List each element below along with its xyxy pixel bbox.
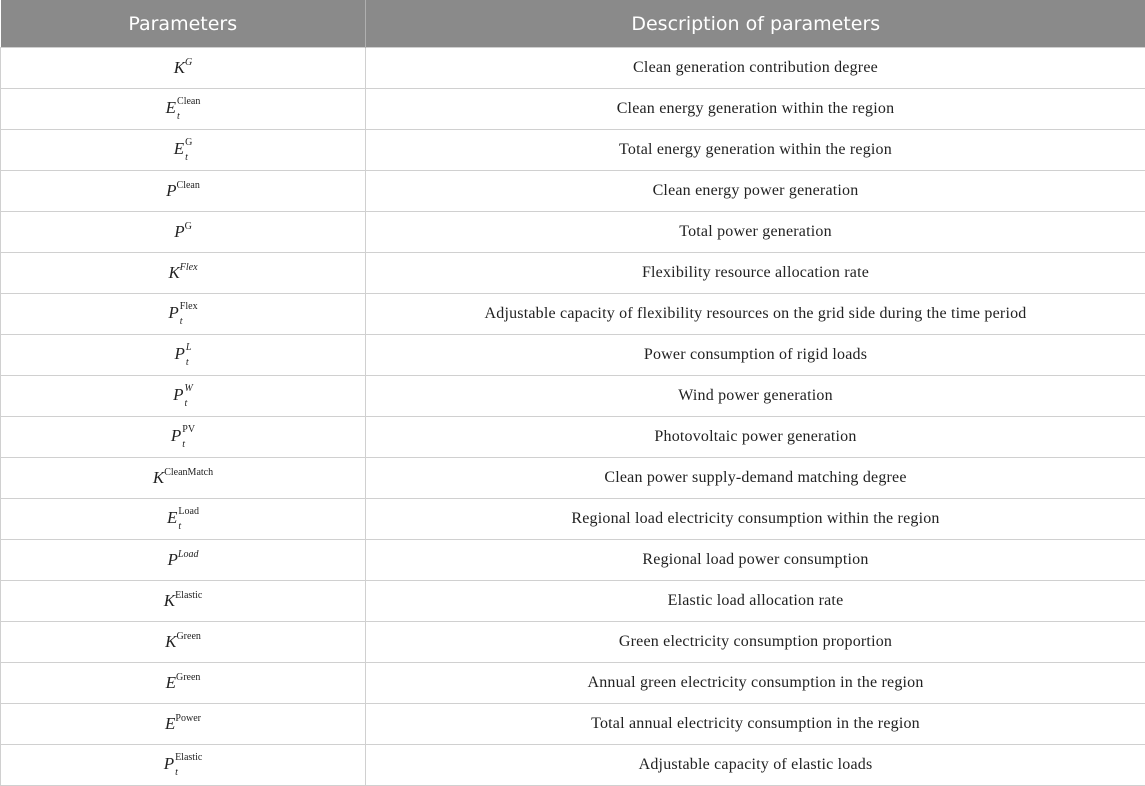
parameter-description: Wind power generation <box>366 376 1145 417</box>
symbol-base: E <box>167 508 177 527</box>
math-symbol <box>167 508 199 529</box>
symbol-subscript: t <box>177 112 200 122</box>
math-symbol <box>173 385 193 406</box>
symbol-base: K <box>168 263 179 282</box>
table-row <box>1 89 1145 130</box>
table-row <box>1 622 1145 663</box>
symbol-base: P <box>175 344 185 363</box>
parameter-symbol <box>1 89 366 130</box>
parameter-symbol <box>1 663 366 704</box>
parameter-description: Flexibility resource allocation rate <box>366 253 1145 294</box>
header-row <box>1 0 1145 48</box>
symbol-superscript: Power <box>175 713 201 724</box>
symbol-base: E <box>166 98 176 117</box>
symbol-superscript: Clean <box>177 97 200 107</box>
math-symbol <box>166 98 201 119</box>
symbol-superscript: Elastic <box>175 753 202 763</box>
table-row <box>1 253 1145 294</box>
symbol-scripts <box>178 510 199 530</box>
parameter-description: Adjustable capacity of elastic loads <box>366 745 1145 786</box>
header-description: Description of parameters <box>366 0 1145 48</box>
math-symbol <box>168 263 197 283</box>
parameter-description: Regional load electricity consumption within the region <box>366 499 1145 540</box>
symbol-base: K <box>164 591 175 610</box>
math-symbol <box>166 181 200 201</box>
symbol-scripts <box>185 387 193 407</box>
parameter-symbol <box>1 376 366 417</box>
symbol-base: P <box>168 550 178 569</box>
table-row <box>1 48 1145 89</box>
math-symbol <box>166 673 201 693</box>
symbol-superscript: L <box>186 343 192 353</box>
symbol-superscript: Green <box>176 631 200 642</box>
table-row <box>1 458 1145 499</box>
table-row <box>1 745 1145 786</box>
symbol-superscript: PV <box>182 425 195 435</box>
symbol-subscript: t <box>175 768 202 778</box>
symbol-scripts <box>186 346 192 366</box>
parameter-symbol <box>1 130 366 171</box>
symbol-superscript: G <box>185 138 192 148</box>
parameter-description: Total power generation <box>366 212 1145 253</box>
parameter-description: Clean energy power generation <box>366 171 1145 212</box>
table-row <box>1 335 1145 376</box>
table-row <box>1 294 1145 335</box>
table-row <box>1 663 1145 704</box>
symbol-base: K <box>153 468 164 487</box>
parameter-symbol <box>1 499 366 540</box>
parameter-description: Regional load power consumption <box>366 540 1145 581</box>
symbol-base: P <box>164 754 174 773</box>
symbol-scripts <box>180 305 198 325</box>
parameter-symbol <box>1 581 366 622</box>
symbol-superscript: Elastic <box>175 590 202 601</box>
symbol-base: P <box>168 303 178 322</box>
symbol-subscript: t <box>185 399 193 409</box>
parameter-symbol <box>1 745 366 786</box>
symbol-superscript: G <box>185 221 192 232</box>
parameter-symbol <box>1 622 366 663</box>
symbol-base: K <box>174 58 185 77</box>
symbol-base: P <box>173 385 183 404</box>
symbol-base: P <box>174 222 184 241</box>
math-symbol <box>165 714 201 734</box>
table-row <box>1 212 1145 253</box>
parameter-description: Clean generation contribution degree <box>366 48 1145 89</box>
symbol-scripts <box>177 100 200 120</box>
parameter-symbol <box>1 417 366 458</box>
parameter-symbol <box>1 540 366 581</box>
symbol-base: E <box>166 673 176 692</box>
parameter-description: Photovoltaic power generation <box>366 417 1145 458</box>
parameter-symbol <box>1 171 366 212</box>
math-symbol <box>164 754 203 775</box>
symbol-base: E <box>165 714 175 733</box>
parameter-description: Clean power supply-demand matching degree <box>366 458 1145 499</box>
math-symbol <box>164 591 203 611</box>
parameter-description: Total energy generation within the region <box>366 130 1145 171</box>
parameter-description: Green electricity consumption proportion <box>366 622 1145 663</box>
symbol-scripts <box>175 756 202 776</box>
symbol-superscript: W <box>185 384 193 394</box>
table-row <box>1 704 1145 745</box>
symbol-base: P <box>171 426 181 445</box>
table-row <box>1 499 1145 540</box>
parameter-description: Clean energy generation within the region <box>366 89 1145 130</box>
symbol-superscript: Flex <box>180 302 198 312</box>
symbol-superscript: G <box>185 57 192 68</box>
parameter-description: Power consumption of rigid loads <box>366 335 1145 376</box>
symbol-superscript: Load <box>178 507 199 517</box>
parameter-symbol <box>1 253 366 294</box>
parameter-symbol <box>1 212 366 253</box>
symbol-superscript: Clean <box>177 180 200 191</box>
math-symbol <box>168 550 199 570</box>
table-row <box>1 581 1145 622</box>
symbol-base: K <box>165 632 176 651</box>
table-body <box>1 48 1145 786</box>
header-parameters: Parameters <box>1 0 366 48</box>
symbol-subscript: t <box>180 317 198 327</box>
symbol-scripts <box>185 141 192 161</box>
symbol-superscript: Load <box>178 549 199 560</box>
parameter-symbol <box>1 335 366 376</box>
parameter-description: Elastic load allocation rate <box>366 581 1145 622</box>
symbol-superscript: Flex <box>180 262 198 273</box>
symbol-subscript: t <box>178 522 199 532</box>
math-symbol <box>174 222 192 242</box>
parameter-description: Adjustable capacity of flexibility resources on the grid side during the time period <box>366 294 1145 335</box>
symbol-superscript: CleanMatch <box>164 467 213 478</box>
symbol-subscript: t <box>186 358 192 368</box>
math-symbol <box>174 58 193 78</box>
table-row <box>1 540 1145 581</box>
table-row <box>1 171 1145 212</box>
math-symbol <box>171 426 195 447</box>
table-row <box>1 376 1145 417</box>
table-row <box>1 417 1145 458</box>
parameter-symbol <box>1 48 366 89</box>
table-row <box>1 130 1145 171</box>
math-symbol <box>153 468 213 488</box>
symbol-superscript: Green <box>176 672 200 683</box>
math-symbol <box>174 139 193 160</box>
symbol-base: E <box>174 139 184 158</box>
parameter-description: Annual green electricity consumption in the region <box>366 663 1145 704</box>
symbol-scripts <box>182 428 195 448</box>
math-symbol <box>168 303 197 324</box>
symbol-base: P <box>166 181 176 200</box>
math-symbol <box>165 632 201 652</box>
symbol-subscript: t <box>185 153 192 163</box>
parameter-symbol <box>1 704 366 745</box>
symbol-subscript: t <box>182 440 195 450</box>
parameter-symbol <box>1 294 366 335</box>
parameter-symbol <box>1 458 366 499</box>
table-header <box>1 0 1145 48</box>
parameter-description: Total annual electricity consumption in the region <box>366 704 1145 745</box>
math-symbol <box>175 344 192 365</box>
